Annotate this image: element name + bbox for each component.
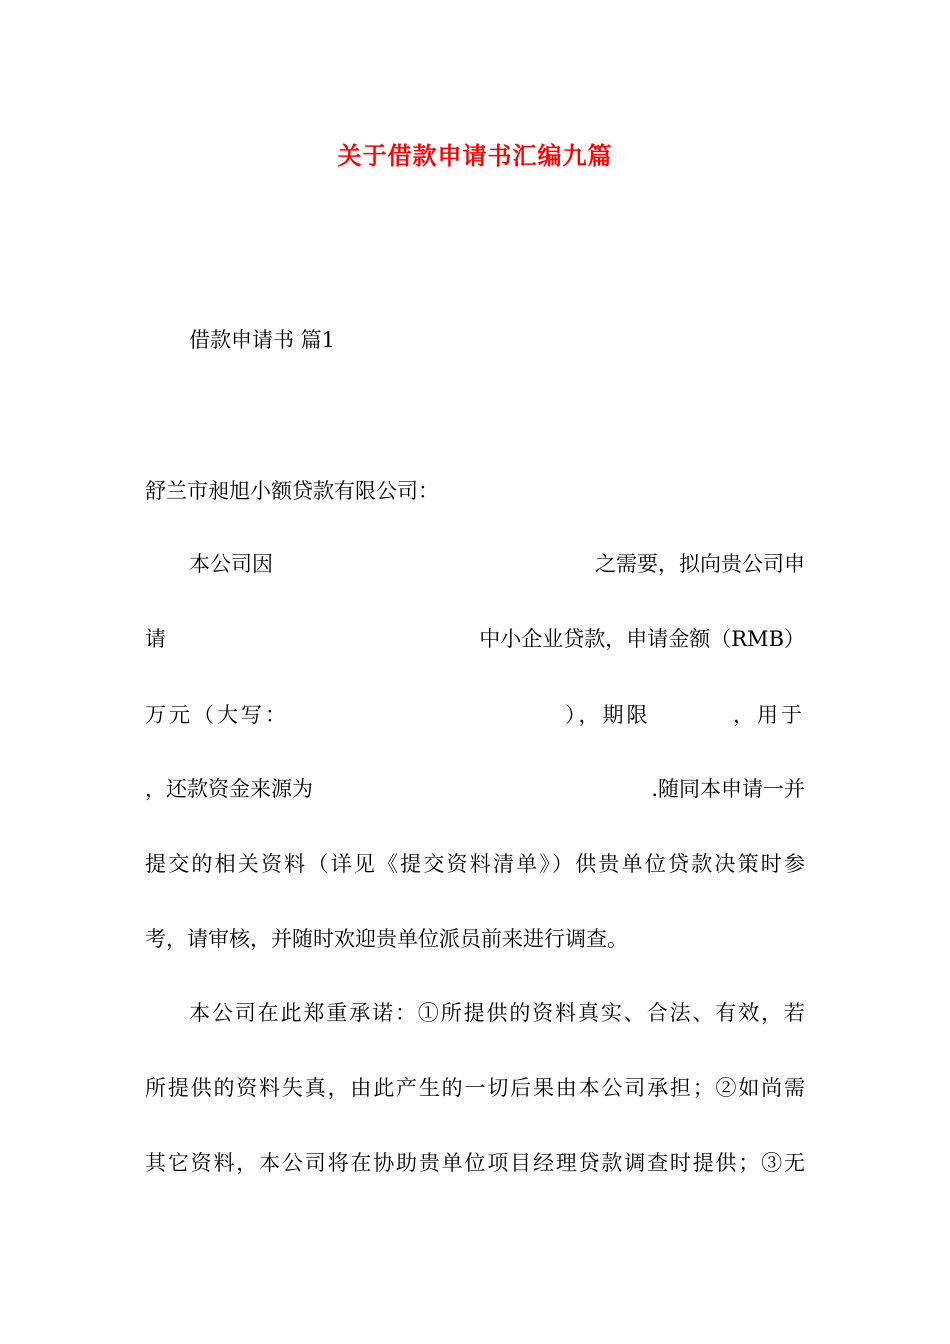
- text-segment: .随同本申请一并: [651, 777, 805, 801]
- paragraph-line: 所提供的资料失真，由此产生的一切后果由本公司承担；②如尚需: [145, 1076, 805, 1100]
- document-title: 关于借款申请书汇编九篇: [337, 142, 613, 170]
- paragraph-line: [145, 774, 805, 804]
- text-segment: 万元（大写：: [145, 703, 289, 727]
- text-segment: 中小企业贷款，申请金额（RMB）: [479, 627, 805, 651]
- paragraph-line: [145, 700, 805, 730]
- text-segment: ，用于: [733, 703, 805, 727]
- text-segment: 请: [145, 627, 166, 651]
- section-heading: 借款申请书 篇1: [189, 328, 336, 352]
- paragraph-line: 本公司在此郑重承诺：①所提供的资料真实、合法、有效，若: [189, 1001, 805, 1025]
- paragraph-line: [145, 624, 805, 654]
- paragraph-line: 其它资料，本公司将在协助贵单位项目经理贷款调查时提供；③无: [145, 1151, 805, 1175]
- text-segment: ，还款资金来源为: [145, 777, 313, 801]
- text-segment: 本公司因: [189, 552, 273, 576]
- text-segment: 之需要，拟向贵公司申: [595, 552, 805, 576]
- addressee: 舒兰市昶旭小额贷款有限公司：: [145, 479, 439, 503]
- paragraph-line: 提交的相关资料（详见《提交资料清单》）供贵单位贷款决策时参: [145, 852, 805, 876]
- text-segment: ），期限: [565, 703, 651, 727]
- paragraph-line: 考，请审核，并随时欢迎贵单位派员前来进行调查。: [145, 927, 628, 951]
- paragraph-line: [189, 549, 805, 579]
